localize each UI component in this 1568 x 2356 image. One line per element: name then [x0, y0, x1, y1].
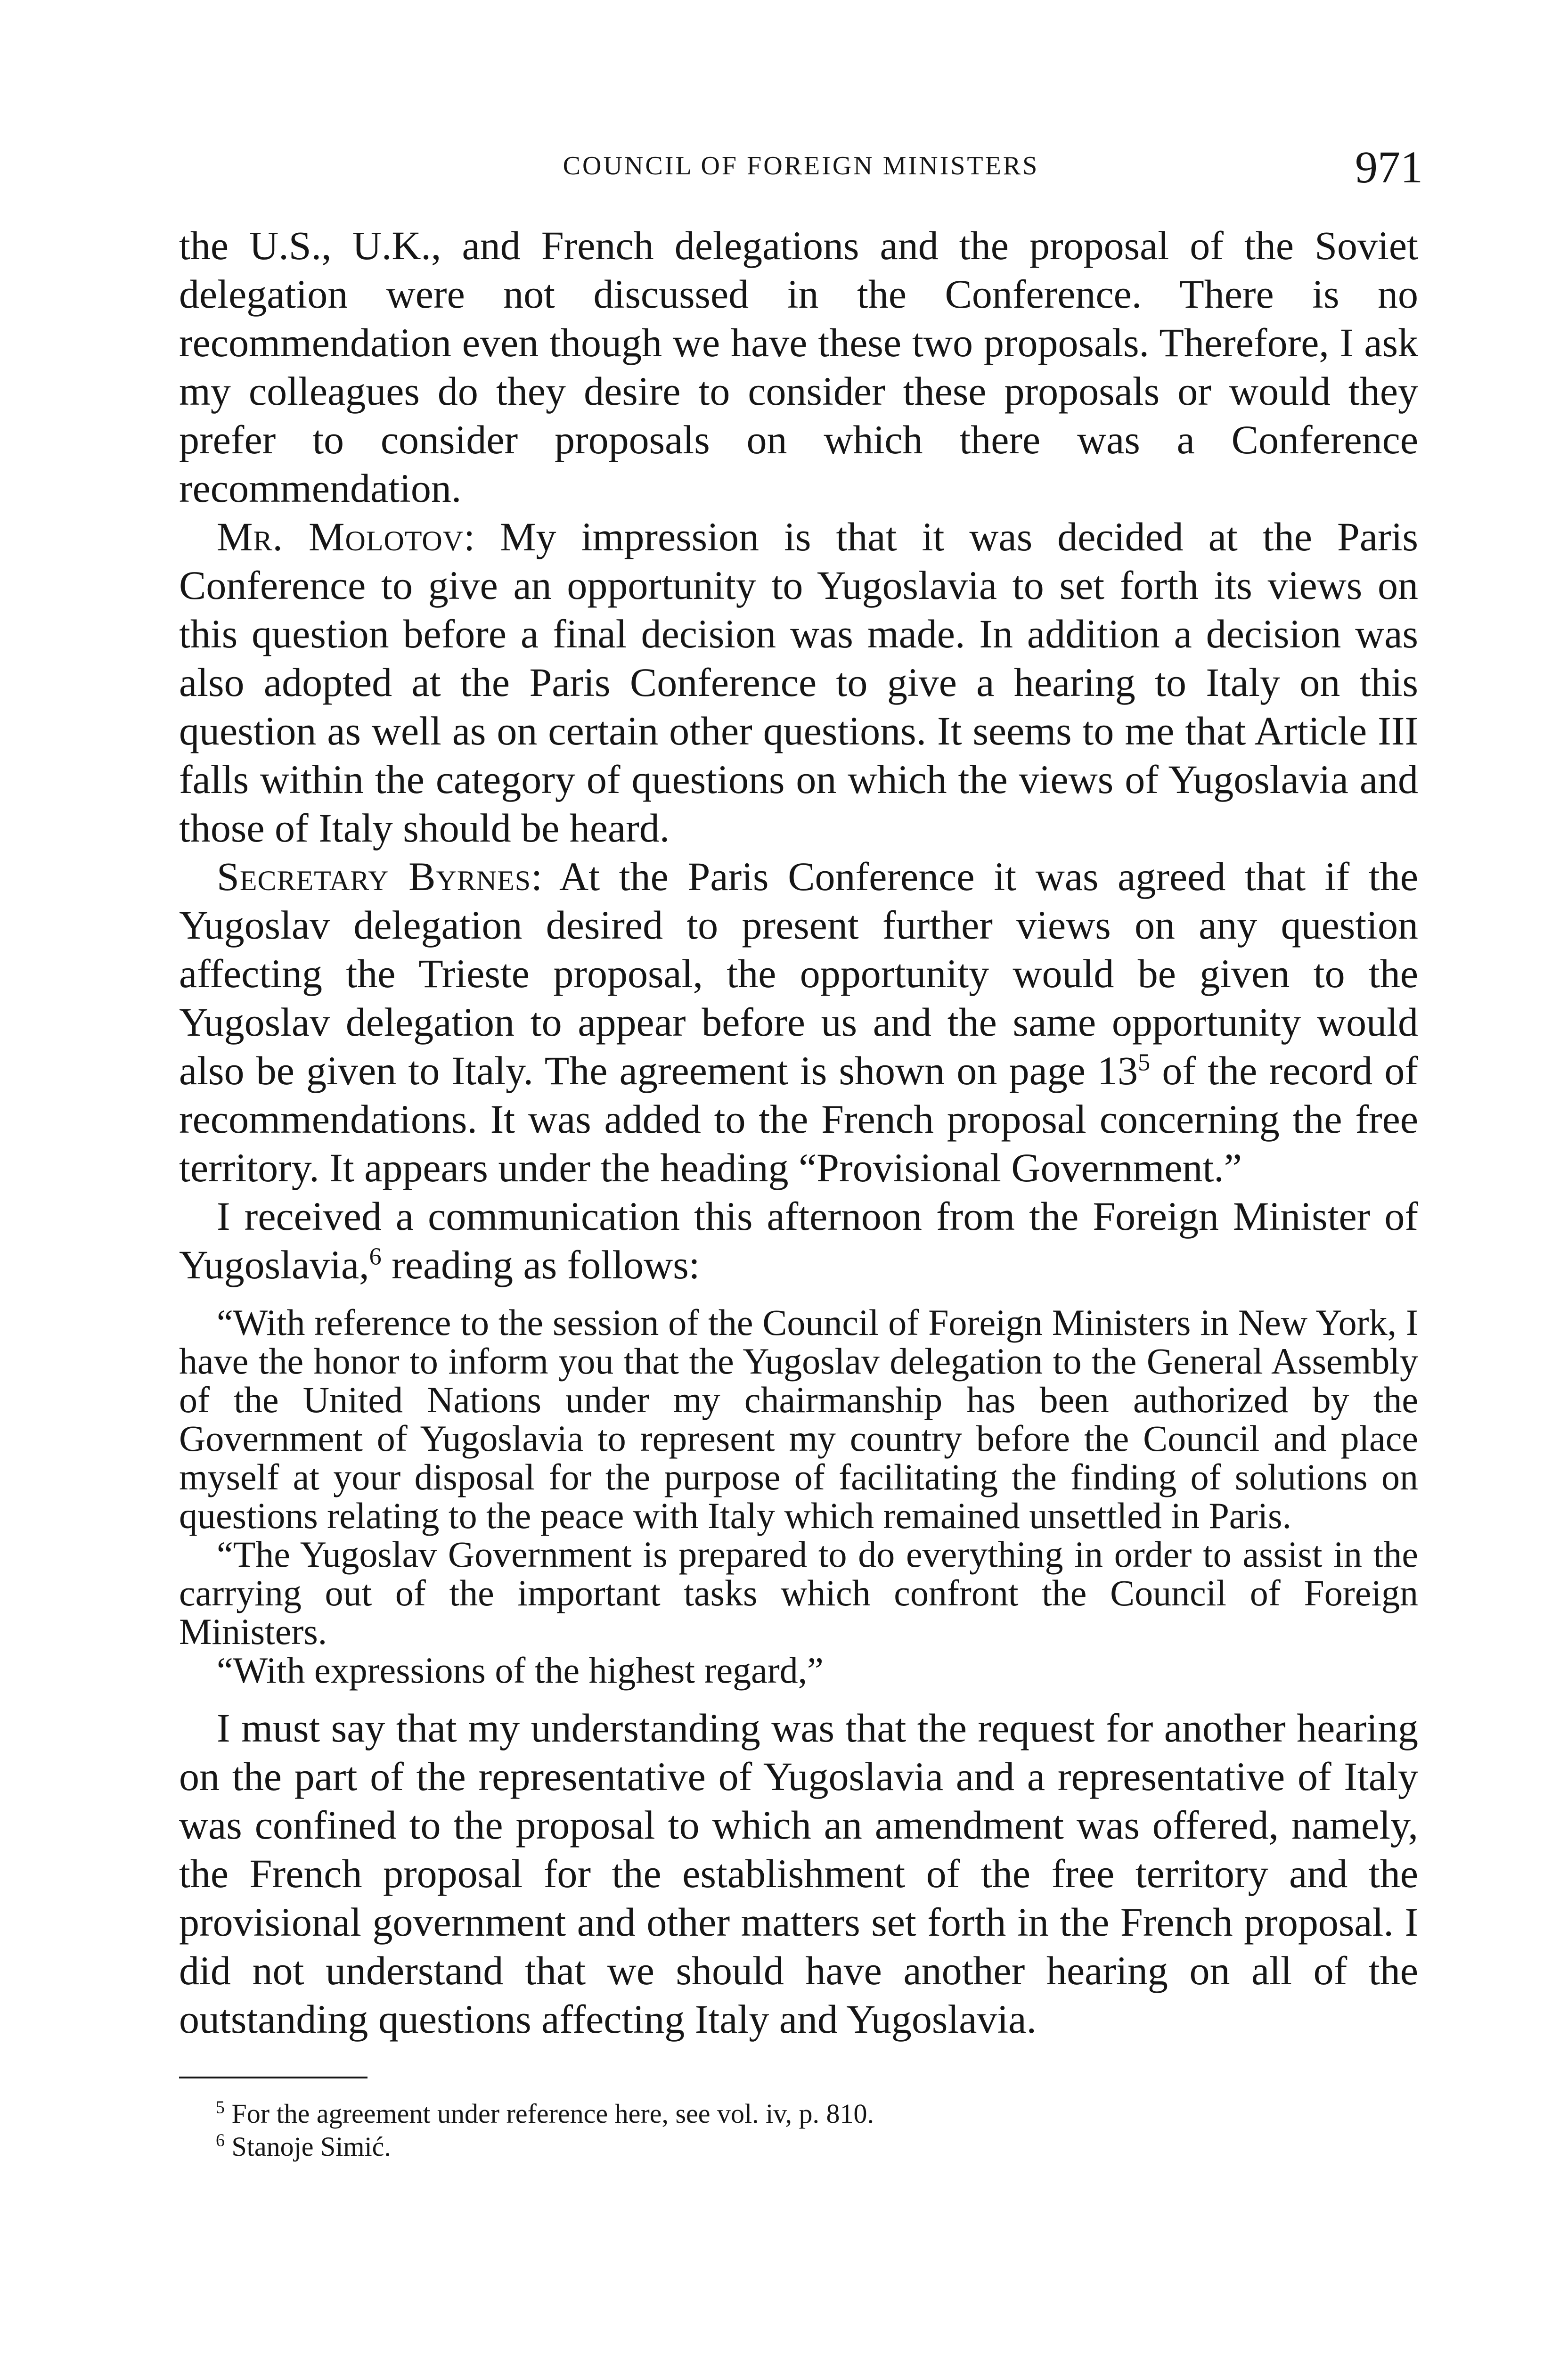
footnote: [179, 2097, 1418, 2130]
quote-closing: “With expressions of the highest regard,”: [217, 1650, 824, 1691]
paragraph-byrnes: [179, 852, 1418, 1192]
footnote-rule: [179, 2077, 368, 2078]
paragraph-communication: [179, 1192, 1418, 1289]
paragraph-continuation: the U.S., U.K., and French delegations and the proposal of the Soviet delegation were not discussed in the Conference. There is no recommendation even though we have these two proposals. Therefore, I ask my colleagues do they desire to consider these proposals or would they prefer to consider proposals on which there was a Conference recommendation.: [179, 223, 1418, 511]
footnote-number: 6: [216, 2130, 225, 2151]
paragraph-text: I received a communication this afternoon from the Foreign Minister of Yugoslavia,: [179, 1194, 1418, 1287]
body-text: [179, 221, 1418, 2163]
footnote-ref: 6: [369, 1243, 382, 1270]
paragraph-molotov: [179, 513, 1418, 852]
speaker-name: Secretary Byrnes: [217, 854, 531, 899]
footnote-text: Stanoje Simić.: [231, 2131, 391, 2162]
page-header: [179, 141, 1423, 193]
footnote: [179, 2130, 1418, 2163]
paragraph-text: : My impression is that it was decided at the Paris Conference to give an opportunity to Yugoslavia to set forth its views on this question before a final decision was made. In addition a decision was also adopted at the Paris Conference to give a hearing to Italy on this question as well as on certain other questions. It seems to me that Article III falls within the category of questions on which the views of Yugoslavia and those of Italy should be heard.: [179, 514, 1418, 851]
running-head: COUNCIL OF FOREIGN MINISTERS: [563, 151, 1039, 180]
footnote-ref: 5: [1138, 1049, 1151, 1076]
footnote-number: 5: [216, 2097, 225, 2118]
quote-paragraph: “With reference to the session of the Council of Foreign Ministers in New York, I have the honor to inform you that the Yugoslav delegation to the General Assembly of the United Nations under my chairmanship has been authorized by the Government of Yugoslavia to represent my country before the Council and place myself at your disposal for the purpose of facilitating the finding of solutions on questions relating to the peace with Italy which remained unsettled in Paris.: [179, 1302, 1418, 1536]
paragraph-understanding: I must say that my understanding was that the request for another hearing on the part of the representative of Yugoslavia and a representative of Italy was confined to the proposal to which an amendment was offered, namely, the French proposal for the establishment of the free territory and the provisional government and other matters set forth in the French proposal. I did not understand that we should have another hearing on all of the outstanding questions affecting Italy and Yugoslavia.: [179, 1705, 1418, 2042]
page-number: 971: [1355, 142, 1423, 192]
paragraph-text: of the record of recommendations. It was added to the French proposal concerning the free territory. It appears under the heading “Provisional Government.”: [179, 1048, 1418, 1190]
paragraph-text: : At the Paris Conference it was agreed that if the Yugoslav delegation desired to present further views on any question affecting the Trieste proposal, the opportunity would be given to the Yugoslav delegation to appear before us and the same opportunity would also be given to Italy. The agreement is shown on page 13: [179, 854, 1418, 1093]
footnote-text: For the agreement under reference here, see vol. iv, p. 810.: [231, 2098, 874, 2129]
block-quote: [179, 1303, 1418, 1690]
paragraph-text: reading as follows:: [381, 1242, 700, 1287]
speaker-name: Mr. Molotov: [217, 514, 464, 559]
footnotes: [179, 2097, 1418, 2163]
quote-paragraph: “The Yugoslav Government is prepared to do everything in order to assist in the carrying out of the important tasks which confront the Council of Foreign Ministers.: [179, 1534, 1418, 1652]
